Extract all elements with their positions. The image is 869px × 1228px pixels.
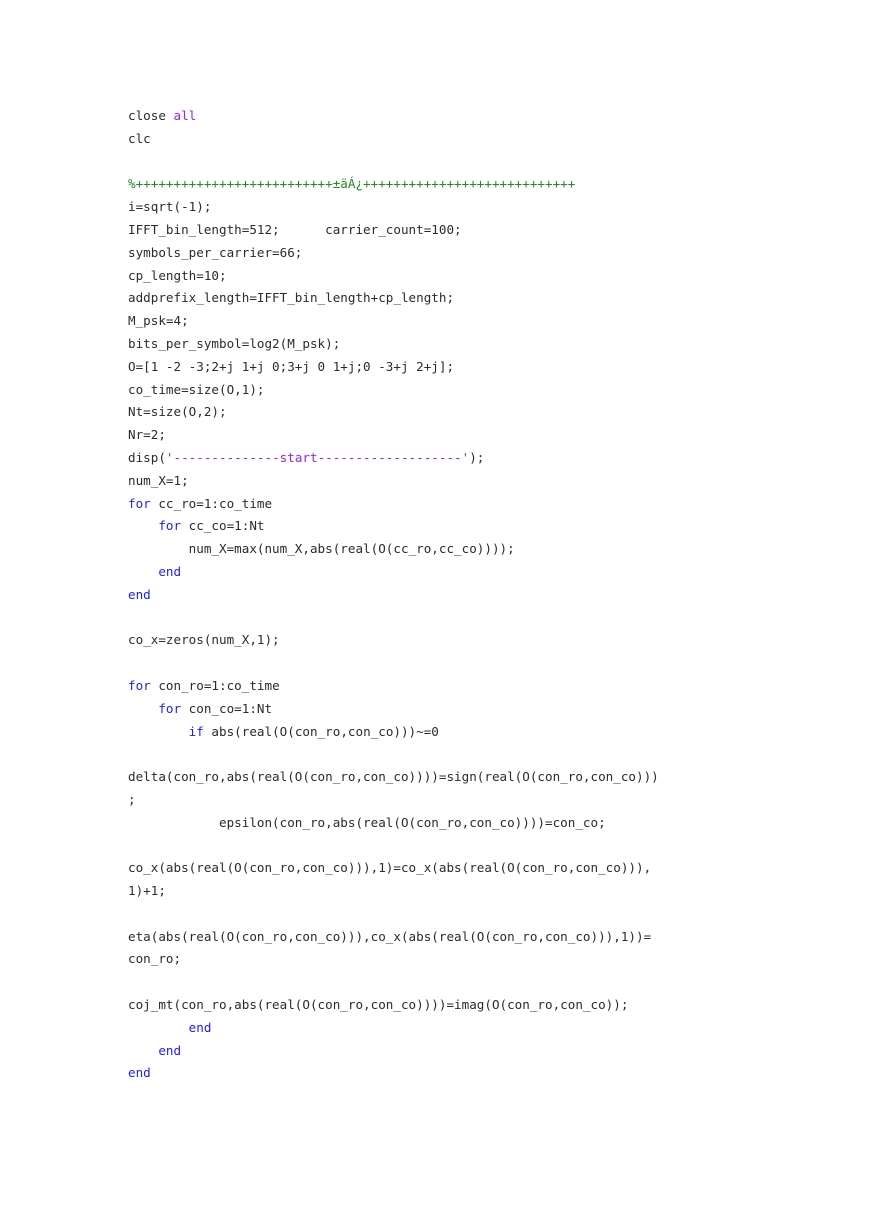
code-line	[128, 105, 828, 128]
code-line	[128, 948, 828, 971]
code-keyword: if	[188, 723, 204, 739]
blank-line	[128, 652, 828, 675]
code-text	[128, 564, 158, 579]
code-line	[128, 242, 828, 265]
code-text: delta(con_ro,abs(real(O(con_ro,con_co))))=sign(real(O(con_ro,con_co)))	[128, 769, 659, 785]
code-line	[128, 766, 828, 789]
code-text: Nt=size(O,2);	[128, 404, 227, 420]
code-line	[128, 1062, 828, 1085]
code-keyword: end	[188, 1019, 212, 1035]
code-line	[128, 880, 828, 903]
code-line	[128, 379, 828, 402]
code-keyword: end	[128, 586, 151, 602]
code-text: M_psk=4;	[128, 313, 189, 329]
code-text: cc_co=1:Nt	[181, 518, 265, 534]
code-text: bits_per_symbol=log2(M_psk);	[128, 335, 341, 351]
code-keyword: for	[128, 495, 151, 511]
code-line	[128, 310, 828, 333]
code-line	[128, 994, 828, 1017]
code-text: cc_ro=1:co_time	[150, 495, 273, 511]
code-line	[128, 265, 828, 288]
code-text: close	[128, 108, 174, 123]
blank-line	[128, 835, 828, 858]
code-text: num_X=max(num_X,abs(real(O(cc_ro,cc_co))));	[128, 541, 515, 557]
code-keyword: end	[158, 563, 182, 579]
code-line	[128, 287, 828, 310]
code-text: ;	[128, 791, 136, 807]
code-line	[128, 356, 828, 379]
code-keyword: end	[158, 1042, 182, 1058]
blank-line	[128, 151, 828, 174]
code-line	[128, 789, 828, 812]
code-text: co_x=zeros(num_X,1);	[128, 632, 280, 648]
code-text: );	[469, 449, 485, 465]
code-line	[128, 1017, 828, 1040]
code-text: O=[1 -2 -3;2+j 1+j 0;3+j 0 1+j;0 -3+j 2+j];	[128, 358, 455, 374]
code-line	[128, 128, 828, 151]
code-text: co_x(abs(real(O(con_ro,con_co))),1)=co_x(abs(real(O(con_ro,con_co))),	[128, 860, 652, 876]
code-line	[128, 219, 828, 242]
code-text: addprefix_length=IFFT_bin_length+cp_length;	[128, 290, 455, 306]
code-text: eta(abs(real(O(con_ro,con_co))),co_x(abs(real(O(con_ro,con_co))),1))=	[128, 928, 652, 944]
matlab-code-block	[128, 105, 828, 1085]
code-string: all	[173, 108, 197, 123]
code-text: con_ro=1:co_time	[150, 677, 280, 693]
code-text: con_co=1:Nt	[181, 700, 273, 716]
blank-line	[128, 971, 828, 994]
code-line	[128, 493, 828, 516]
blank-line	[128, 903, 828, 926]
code-text: 1)+1;	[128, 883, 166, 899]
code-text: con_ro;	[128, 951, 182, 967]
code-text: Nr=2;	[128, 427, 166, 443]
code-text	[128, 701, 158, 716]
code-keyword: for	[128, 677, 151, 693]
code-line	[128, 812, 828, 835]
code-text: coj_mt(con_ro,abs(real(O(con_ro,con_co))))=imag(O(con_ro,con_co));	[128, 997, 629, 1013]
code-text	[128, 724, 189, 739]
code-text: abs(real(O(con_ro,con_co)))~=0	[203, 723, 439, 739]
code-keyword: for	[158, 700, 182, 716]
code-line	[128, 561, 828, 584]
blank-line	[128, 607, 828, 630]
blank-line	[128, 743, 828, 766]
code-text	[128, 1043, 158, 1058]
code-text: disp(	[128, 449, 166, 465]
code-text: i=sqrt(-1);	[128, 199, 212, 215]
code-text	[128, 518, 158, 533]
code-text: IFFT_bin_length=512; carrier_count=100;	[128, 221, 462, 237]
code-line	[128, 424, 828, 447]
code-keyword: end	[128, 1065, 151, 1081]
code-line	[128, 629, 828, 652]
code-text: symbols_per_carrier=66;	[128, 244, 303, 260]
code-text	[128, 1020, 189, 1035]
code-line	[128, 333, 828, 356]
code-line	[128, 196, 828, 219]
code-line	[128, 857, 828, 880]
code-text: epsilon(con_ro,abs(real(O(con_ro,con_co))))=con_co;	[128, 814, 606, 830]
code-text: cp_length=10;	[128, 267, 227, 283]
code-line	[128, 1040, 828, 1063]
code-line	[128, 698, 828, 721]
code-line	[128, 926, 828, 949]
code-line	[128, 470, 828, 493]
code-comment: %++++++++++++++++++++++++++±äÁ¿++++++++++++++++++++++++++++	[128, 176, 576, 192]
code-line	[128, 584, 828, 607]
code-text: num_X=1;	[128, 472, 189, 488]
code-line	[128, 173, 828, 196]
code-string: '--------------start-------------------'	[165, 449, 470, 465]
code-line	[128, 538, 828, 561]
code-keyword: for	[158, 518, 182, 534]
code-line	[128, 675, 828, 698]
code-text: clc	[128, 130, 151, 146]
code-line	[128, 515, 828, 538]
code-line	[128, 447, 828, 470]
code-text: co_time=size(O,1);	[128, 381, 265, 397]
code-line	[128, 401, 828, 424]
code-line	[128, 721, 828, 744]
